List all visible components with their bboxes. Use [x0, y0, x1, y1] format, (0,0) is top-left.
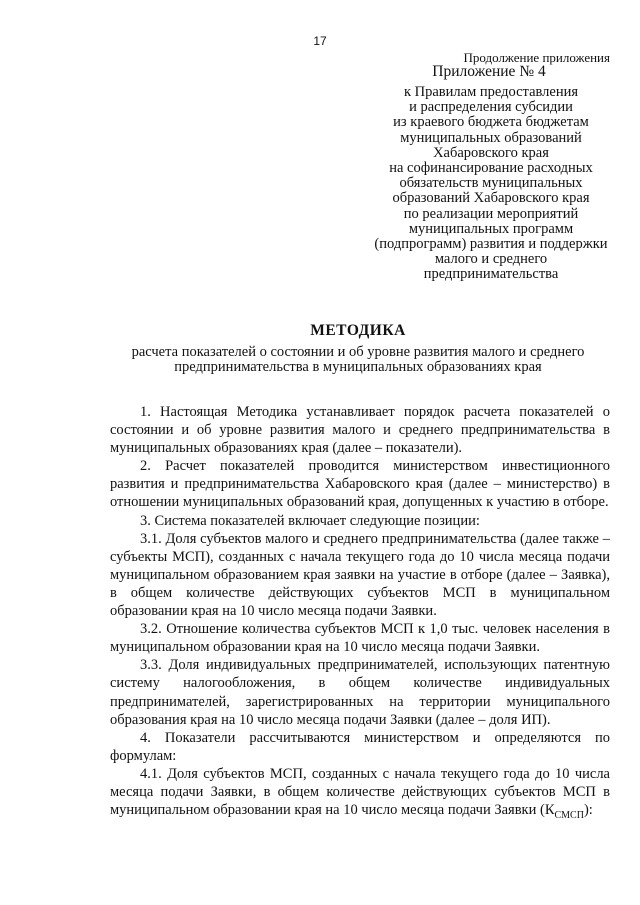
paragraph-3: 3. Система показателей включает следующие позиции:: [140, 512, 480, 529]
formula-subscript: СМСП: [554, 809, 584, 821]
appendix-caption-line: по реализации мероприятий: [403, 205, 579, 222]
paragraph-4-1-text: 4.1. Доля субъектов МСП, созданных с начала текущего года до 10 числа месяца подачи Заявки, в общем количестве действующих субъектов МСП в муниципальном образовании края на 10 число месяца подачи Заявки (К: [110, 765, 610, 819]
paragraph-4-1: [110, 765, 610, 819]
appendix-caption-line: образований Хабаровского края: [392, 190, 590, 207]
paragraph-2: 2. Расчет показателей проводится министерством инвестиционного развития и предпринимательства Хабаровского края (далее – министерство) в отношении муниципальных образований края, допущенных к участию в отборе.: [110, 458, 610, 511]
paragraph-3-3: 3.3. Доля индивидуальных предпринимателей, использующих патентную систему налогообложения, в общем количестве индивидуальных предпринимателей, зарегистрированных на территории муниципального образования края на 10 число месяца подачи Заявки (далее – доля ИП).: [110, 657, 610, 728]
paragraph-4: 4. Показатели рассчитываются министерством и определяются по формулам:: [110, 729, 610, 764]
paragraph-1: 1. Настоящая Методика устанавливает порядок расчета показателей о состоянии и об уровне развития малого и среднего предпринимательства в муниципальных образованиях края (далее – показатели).: [110, 404, 610, 457]
document-subtitle: расчета показателей о состоянии и об уровне развития малого и среднего предпринимательства в муниципальных образованиях края: [131, 344, 585, 375]
appendix-caption-line: муниципальных образований: [400, 129, 582, 146]
paragraph-3-2: 3.2. Отношение количества субъектов МСП к 1,0 тыс. человек населения в муниципальном образовании края на 10 число месяца подачи Заявки.: [110, 621, 610, 656]
appendix-number: Приложение № 4: [432, 63, 546, 80]
appendix-caption: [356, 85, 626, 283]
continued-label: Продолжение приложения: [463, 50, 610, 65]
appendix-caption-line: из краевого бюджета бюджетам: [393, 114, 589, 131]
paragraph-4-1-tail: ):: [583, 802, 593, 819]
appendix-caption-line: к Правилам предоставления: [403, 84, 579, 100]
appendix-caption-line: и распределения субсидии: [409, 99, 573, 116]
appendix-caption-line: обязательств муниципальных: [399, 175, 583, 192]
appendix-caption-line: малого и среднего: [434, 251, 548, 268]
appendix-caption-line: Хабаровского края: [433, 144, 549, 161]
page-number: 17: [313, 34, 327, 48]
appendix-caption-line: предпринимательства: [423, 266, 559, 283]
document-body: [110, 403, 610, 819]
paragraph-3-1: 3.1. Доля субъектов малого и среднего предпринимательства (далее также – субъекты МСП), созданных с начала текущего года до 10 числа месяца подачи муниципальном образованием края заявки на участие в отборе (далее – Заявка), в общем количестве действующих субъектов МСП в муниципальном образовании края на 10 число месяца подачи Заявки.: [110, 530, 610, 620]
appendix-caption-line: на софинансирование расходных: [389, 160, 593, 177]
appendix-caption-line: (подпрограмм) развития и поддержки: [374, 236, 608, 253]
document-title: МЕТОДИКА: [310, 322, 406, 339]
appendix-caption-line: муниципальных программ: [408, 220, 574, 237]
